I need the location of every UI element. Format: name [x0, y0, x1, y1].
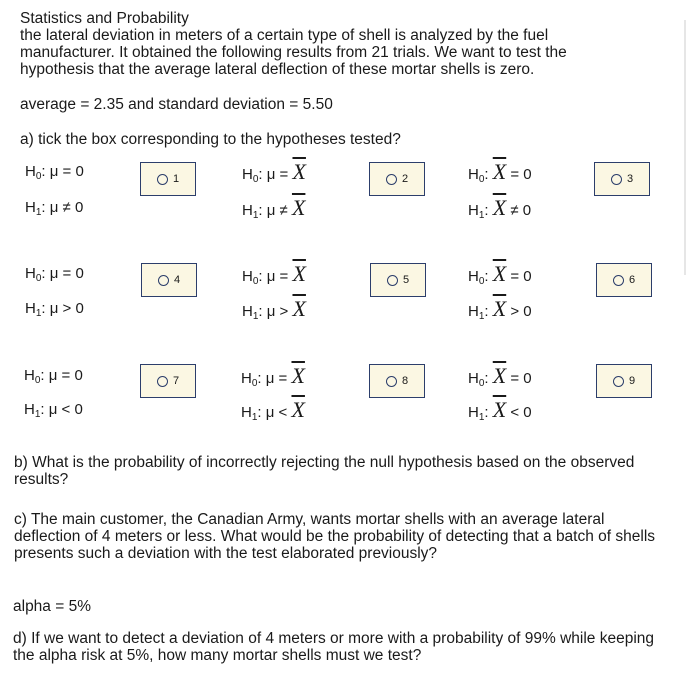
hypothesis-6-h1: $H_1$: $\overline{X} > 0$: [468, 296, 532, 322]
part-d-question: d) If we want to detect a deviation of 4 meters or more with a probability of 99% while keeping the alpha risk at 5%, how many mortar shells must we test?: [13, 630, 655, 664]
checkbox-7[interactable]: 7: [140, 364, 196, 398]
hypothesis-8-h1: $H_1$: $\mu < \overline{X}$: [241, 397, 305, 423]
checkbox-8[interactable]: 8: [369, 364, 425, 398]
hypothesis-2-h0: $H_0$: $\mu = \overline{X}$: [242, 159, 306, 185]
radio-circle-icon: [387, 275, 398, 286]
hypothesis-4-h1: $H_1$: μ > 0: [25, 300, 84, 319]
radio-circle-icon: [158, 275, 169, 286]
part-b-question: b) What is the probability of incorrectly rejecting the null hypothesis based on the observed results?: [14, 454, 635, 488]
hypothesis-1-h1: $H_1$: μ ≠ 0: [25, 199, 84, 218]
intro-line-3: hypothesis that the average lateral deflection of these mortar shells is zero.: [20, 61, 535, 78]
intro-line-1: the lateral deviation in meters of a certain type of shell is analyzed by the fuel: [20, 27, 549, 44]
intro-line-2: manufacturer. It obtained the following results from 21 trials. We want to test the: [20, 44, 567, 61]
scrollbar-edge: [684, 20, 686, 275]
hypothesis-7-h0: $H_0$: μ = 0: [24, 367, 83, 386]
hypothesis-1-h0: $H_0$: μ = 0: [25, 163, 84, 182]
hypothesis-9-h0: $H_0$: $\overline{X} = 0$: [468, 363, 532, 389]
hypothesis-9-h1: $H_1$: $\overline{X} < 0$: [468, 397, 532, 423]
radio-circle-icon: [157, 376, 168, 387]
part-a-question: a) tick the box corresponding to the hypotheses tested?: [20, 131, 401, 148]
radio-circle-icon: [386, 174, 397, 185]
hypothesis-4-h0: $H_0$: μ = 0: [25, 265, 84, 284]
stats-summary: average = 2.35 and standard deviation = 5.50: [20, 96, 333, 113]
alpha-value: alpha = 5%: [13, 598, 91, 615]
problem-intro: [20, 10, 670, 78]
radio-circle-icon: [613, 376, 624, 387]
hypothesis-3-h1: $H_1$: $\overline{X} \ne 0$: [468, 195, 532, 221]
hypothesis-6-h0: $H_0$: $\overline{X} = 0$: [468, 261, 532, 287]
hypothesis-7-h1: $H_1$: μ < 0: [24, 401, 83, 420]
radio-circle-icon: [386, 376, 397, 387]
part-c-question: c) The main customer, the Canadian Army, wants mortar shells with an average lateral deflection of 4 meters or less. What would be the probability of detecting that a batch of shells presents such a deviation with the test elaborated previously?: [14, 511, 656, 562]
checkbox-1[interactable]: 1: [140, 162, 196, 196]
radio-circle-icon: [613, 275, 624, 286]
radio-circle-icon: [157, 174, 168, 185]
checkbox-9[interactable]: 9: [596, 364, 652, 398]
hypothesis-3-h0: $H_0$: $\overline{X} = 0$: [468, 159, 532, 185]
checkbox-3[interactable]: 3: [594, 162, 650, 196]
checkbox-4[interactable]: 4: [141, 263, 197, 297]
hypothesis-5-h0: $H_0$: $\mu = \overline{X}$: [242, 261, 306, 287]
hypothesis-2-h1: $H_1$: $\mu \ne \overline{X}$: [242, 195, 306, 221]
hypothesis-8-h0: $H_0$: $\mu = \overline{X}$: [241, 363, 305, 389]
page-title: Statistics and Probability: [20, 10, 189, 27]
checkbox-6[interactable]: 6: [596, 263, 652, 297]
radio-circle-icon: [611, 174, 622, 185]
checkbox-5[interactable]: 5: [370, 263, 426, 297]
hypothesis-5-h1: $H_1$: $\mu > \overline{X}$: [242, 296, 306, 322]
checkbox-2[interactable]: 2: [369, 162, 425, 196]
